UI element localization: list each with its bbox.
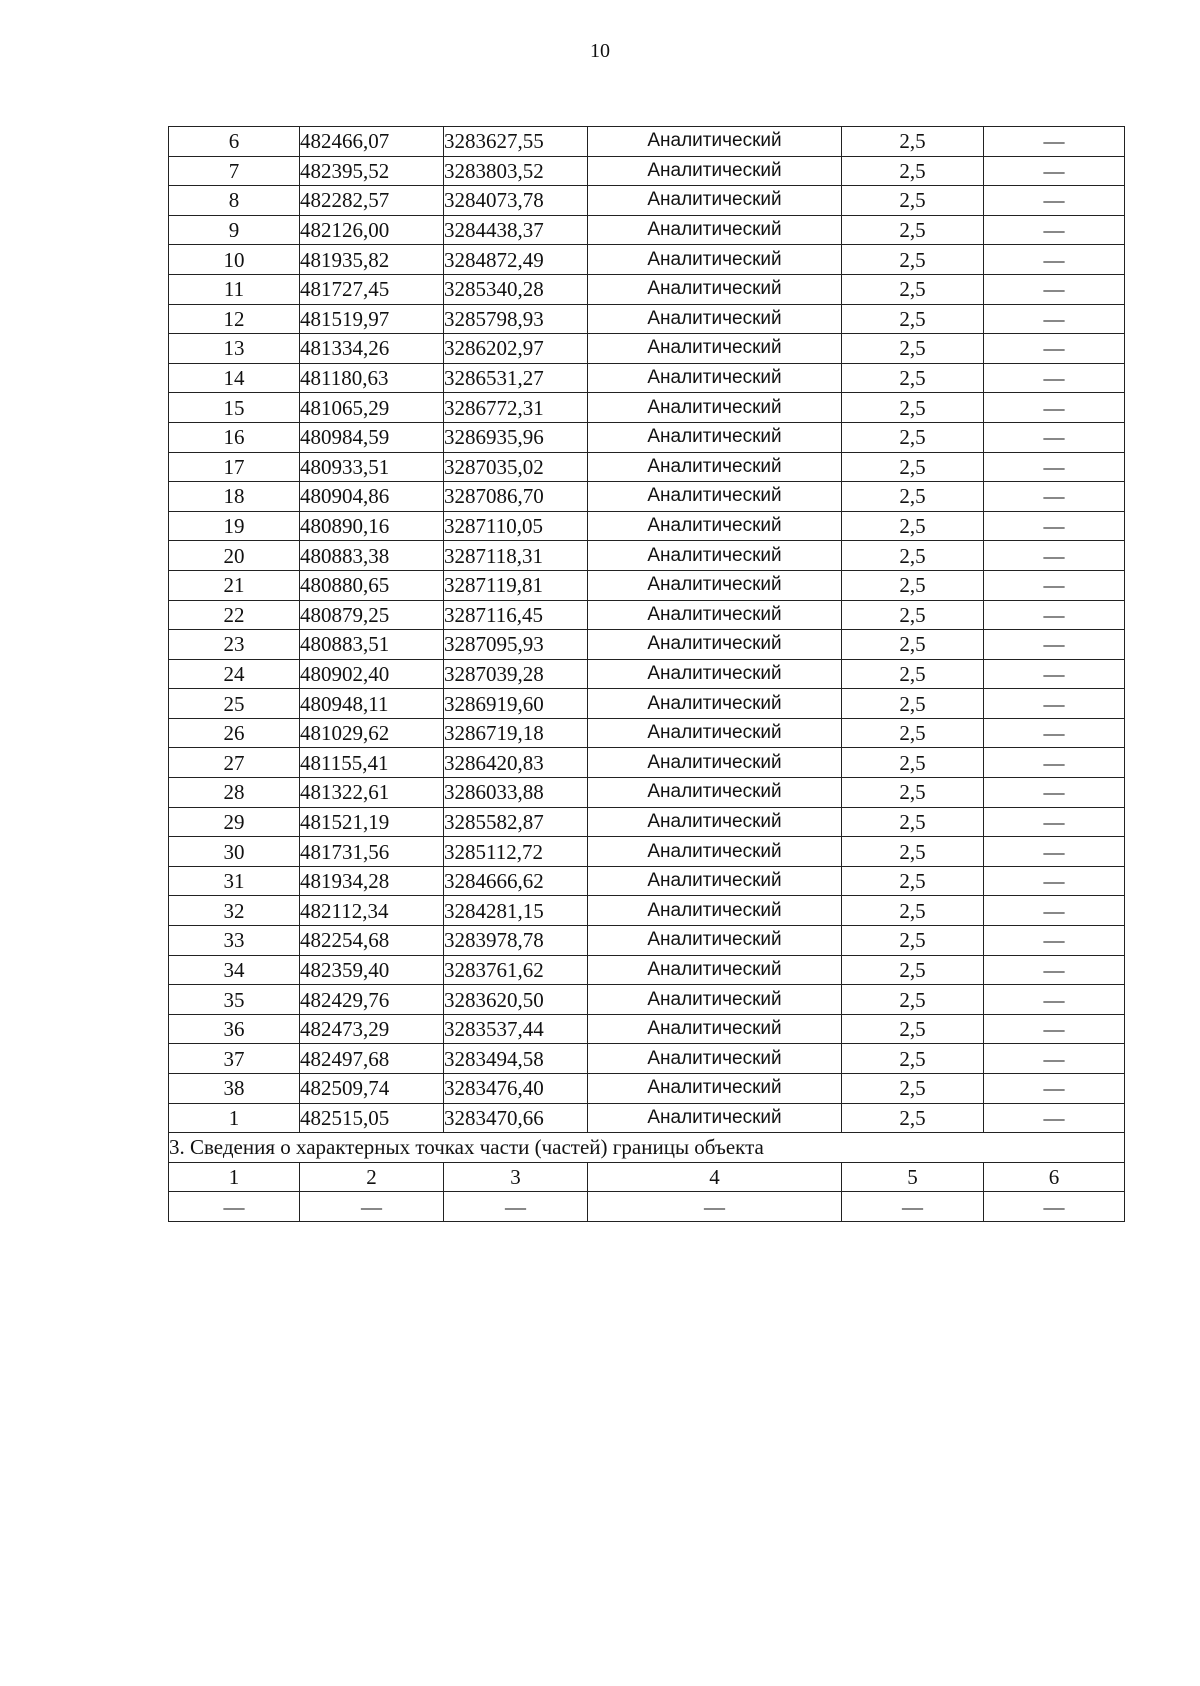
y-coordinate-cell: 3287086,70 xyxy=(444,482,588,512)
point-number-cell: 7 xyxy=(169,156,300,186)
description-cell: — xyxy=(984,127,1125,157)
table-row xyxy=(169,334,1125,364)
accuracy-cell: 2,5 xyxy=(842,689,984,719)
description-cell: — xyxy=(984,422,1125,452)
table-row xyxy=(169,186,1125,216)
description-cell: — xyxy=(984,1074,1125,1104)
y-coordinate-cell: 3283761,62 xyxy=(444,955,588,985)
page-number: 10 xyxy=(590,40,610,62)
accuracy-cell: 2,5 xyxy=(842,452,984,482)
description-cell: — xyxy=(984,807,1125,837)
y-coordinate-cell: 3283494,58 xyxy=(444,1044,588,1074)
accuracy-cell: 2,5 xyxy=(842,186,984,216)
accuracy-cell: 2,5 xyxy=(842,274,984,304)
x-coordinate-cell: 480902,40 xyxy=(300,659,444,689)
dash-cell: — xyxy=(984,1192,1125,1222)
point-number-cell: 24 xyxy=(169,659,300,689)
x-coordinate-cell: 482359,40 xyxy=(300,955,444,985)
table-row xyxy=(169,630,1125,660)
table-row xyxy=(169,1103,1125,1133)
y-coordinate-cell: 3283803,52 xyxy=(444,156,588,186)
method-cell: Аналитический xyxy=(588,393,842,423)
point-number-cell: 32 xyxy=(169,896,300,926)
y-coordinate-cell: 3283627,55 xyxy=(444,127,588,157)
x-coordinate-cell: 481029,62 xyxy=(300,718,444,748)
method-cell: Аналитический xyxy=(588,926,842,956)
point-number-cell: 21 xyxy=(169,570,300,600)
method-cell: Аналитический xyxy=(588,896,842,926)
point-number-cell: 9 xyxy=(169,215,300,245)
table-row xyxy=(169,866,1125,896)
table-row xyxy=(169,748,1125,778)
point-number-cell: 36 xyxy=(169,1014,300,1044)
point-number-cell: 25 xyxy=(169,689,300,719)
method-cell: Аналитический xyxy=(588,630,842,660)
y-coordinate-cell: 3283470,66 xyxy=(444,1103,588,1133)
column-number-row xyxy=(169,1162,1125,1192)
point-number-cell: 34 xyxy=(169,955,300,985)
table-row xyxy=(169,215,1125,245)
column-number-cell: 6 xyxy=(984,1162,1125,1192)
x-coordinate-cell: 481727,45 xyxy=(300,274,444,304)
method-cell: Аналитический xyxy=(588,541,842,571)
point-number-cell: 22 xyxy=(169,600,300,630)
x-coordinate-cell: 482515,05 xyxy=(300,1103,444,1133)
x-coordinate-cell: 480948,11 xyxy=(300,689,444,719)
description-cell: — xyxy=(984,156,1125,186)
table-row xyxy=(169,304,1125,334)
description-cell: — xyxy=(984,748,1125,778)
x-coordinate-cell: 481334,26 xyxy=(300,334,444,364)
description-cell: — xyxy=(984,304,1125,334)
table-row xyxy=(169,393,1125,423)
dash-cell: — xyxy=(444,1192,588,1222)
x-coordinate-cell: 480880,65 xyxy=(300,570,444,600)
method-cell: Аналитический xyxy=(588,570,842,600)
table-row xyxy=(169,718,1125,748)
description-cell: — xyxy=(984,570,1125,600)
point-number-cell: 30 xyxy=(169,837,300,867)
column-number-cell: 2 xyxy=(300,1162,444,1192)
method-cell: Аналитический xyxy=(588,1103,842,1133)
accuracy-cell: 2,5 xyxy=(842,482,984,512)
point-number-cell: 6 xyxy=(169,127,300,157)
point-number-cell: 38 xyxy=(169,1074,300,1104)
column-number-cell: 4 xyxy=(588,1162,842,1192)
coordinates-table-body xyxy=(169,127,1125,1222)
method-cell: Аналитический xyxy=(588,748,842,778)
table-row xyxy=(169,659,1125,689)
table-row xyxy=(169,245,1125,275)
x-coordinate-cell: 481519,97 xyxy=(300,304,444,334)
method-cell: Аналитический xyxy=(588,600,842,630)
y-coordinate-cell: 3287110,05 xyxy=(444,511,588,541)
method-cell: Аналитический xyxy=(588,866,842,896)
table-row xyxy=(169,1014,1125,1044)
point-number-cell: 1 xyxy=(169,1103,300,1133)
accuracy-cell: 2,5 xyxy=(842,334,984,364)
y-coordinate-cell: 3286420,83 xyxy=(444,748,588,778)
description-cell: — xyxy=(984,334,1125,364)
method-cell: Аналитический xyxy=(588,985,842,1015)
table-row xyxy=(169,600,1125,630)
point-number-cell: 31 xyxy=(169,866,300,896)
x-coordinate-cell: 480883,38 xyxy=(300,541,444,571)
method-cell: Аналитический xyxy=(588,837,842,867)
x-coordinate-cell: 482282,57 xyxy=(300,186,444,216)
dash-cell: — xyxy=(300,1192,444,1222)
y-coordinate-cell: 3285340,28 xyxy=(444,274,588,304)
dash-cell: — xyxy=(842,1192,984,1222)
accuracy-cell: 2,5 xyxy=(842,748,984,778)
method-cell: Аналитический xyxy=(588,127,842,157)
point-number-cell: 29 xyxy=(169,807,300,837)
description-cell: — xyxy=(984,245,1125,275)
x-coordinate-cell: 481934,28 xyxy=(300,866,444,896)
description-cell: — xyxy=(984,186,1125,216)
y-coordinate-cell: 3287095,93 xyxy=(444,630,588,660)
accuracy-cell: 2,5 xyxy=(842,245,984,275)
table-row xyxy=(169,274,1125,304)
y-coordinate-cell: 3286772,31 xyxy=(444,393,588,423)
description-cell: — xyxy=(984,363,1125,393)
method-cell: Аналитический xyxy=(588,186,842,216)
x-coordinate-cell: 481155,41 xyxy=(300,748,444,778)
method-cell: Аналитический xyxy=(588,422,842,452)
y-coordinate-cell: 3285582,87 xyxy=(444,807,588,837)
accuracy-cell: 2,5 xyxy=(842,630,984,660)
table-row xyxy=(169,156,1125,186)
empty-data-row xyxy=(169,1192,1125,1222)
point-number-cell: 19 xyxy=(169,511,300,541)
method-cell: Аналитический xyxy=(588,807,842,837)
y-coordinate-cell: 3284872,49 xyxy=(444,245,588,275)
y-coordinate-cell: 3283537,44 xyxy=(444,1014,588,1044)
method-cell: Аналитический xyxy=(588,245,842,275)
table-row xyxy=(169,541,1125,571)
method-cell: Аналитический xyxy=(588,156,842,186)
table-row xyxy=(169,926,1125,956)
description-cell: — xyxy=(984,837,1125,867)
table-row xyxy=(169,896,1125,926)
point-number-cell: 12 xyxy=(169,304,300,334)
description-cell: — xyxy=(984,659,1125,689)
table-row xyxy=(169,1044,1125,1074)
method-cell: Аналитический xyxy=(588,689,842,719)
x-coordinate-cell: 481322,61 xyxy=(300,778,444,808)
x-coordinate-cell: 480984,59 xyxy=(300,422,444,452)
accuracy-cell: 2,5 xyxy=(842,600,984,630)
point-number-cell: 11 xyxy=(169,274,300,304)
y-coordinate-cell: 3284281,15 xyxy=(444,896,588,926)
y-coordinate-cell: 3287118,31 xyxy=(444,541,588,571)
method-cell: Аналитический xyxy=(588,274,842,304)
table-row xyxy=(169,985,1125,1015)
y-coordinate-cell: 3284073,78 xyxy=(444,186,588,216)
y-coordinate-cell: 3286719,18 xyxy=(444,718,588,748)
description-cell: — xyxy=(984,955,1125,985)
description-cell: — xyxy=(984,393,1125,423)
dash-cell: — xyxy=(588,1192,842,1222)
description-cell: — xyxy=(984,866,1125,896)
y-coordinate-cell: 3286033,88 xyxy=(444,778,588,808)
point-number-cell: 23 xyxy=(169,630,300,660)
y-coordinate-cell: 3286531,27 xyxy=(444,363,588,393)
y-coordinate-cell: 3283978,78 xyxy=(444,926,588,956)
description-cell: — xyxy=(984,482,1125,512)
point-number-cell: 37 xyxy=(169,1044,300,1074)
table-row xyxy=(169,837,1125,867)
x-coordinate-cell: 480933,51 xyxy=(300,452,444,482)
accuracy-cell: 2,5 xyxy=(842,1103,984,1133)
x-coordinate-cell: 480879,25 xyxy=(300,600,444,630)
point-number-cell: 8 xyxy=(169,186,300,216)
accuracy-cell: 2,5 xyxy=(842,511,984,541)
accuracy-cell: 2,5 xyxy=(842,955,984,985)
x-coordinate-cell: 482473,29 xyxy=(300,1014,444,1044)
point-number-cell: 26 xyxy=(169,718,300,748)
method-cell: Аналитический xyxy=(588,215,842,245)
point-number-cell: 16 xyxy=(169,422,300,452)
table-row xyxy=(169,511,1125,541)
accuracy-cell: 2,5 xyxy=(842,1044,984,1074)
method-cell: Аналитический xyxy=(588,955,842,985)
accuracy-cell: 2,5 xyxy=(842,659,984,689)
accuracy-cell: 2,5 xyxy=(842,156,984,186)
point-number-cell: 20 xyxy=(169,541,300,571)
accuracy-cell: 2,5 xyxy=(842,1014,984,1044)
column-number-cell: 3 xyxy=(444,1162,588,1192)
x-coordinate-cell: 482509,74 xyxy=(300,1074,444,1104)
accuracy-cell: 2,5 xyxy=(842,541,984,571)
y-coordinate-cell: 3287039,28 xyxy=(444,659,588,689)
y-coordinate-cell: 3284666,62 xyxy=(444,866,588,896)
table-row xyxy=(169,570,1125,600)
description-cell: — xyxy=(984,985,1125,1015)
coordinates-table xyxy=(168,126,1125,1222)
accuracy-cell: 2,5 xyxy=(842,127,984,157)
method-cell: Аналитический xyxy=(588,1074,842,1104)
point-number-cell: 27 xyxy=(169,748,300,778)
table-row xyxy=(169,955,1125,985)
y-coordinate-cell: 3285798,93 xyxy=(444,304,588,334)
table-row xyxy=(169,807,1125,837)
x-coordinate-cell: 482126,00 xyxy=(300,215,444,245)
method-cell: Аналитический xyxy=(588,659,842,689)
column-number-cell: 1 xyxy=(169,1162,300,1192)
table-row xyxy=(169,689,1125,719)
x-coordinate-cell: 481180,63 xyxy=(300,363,444,393)
point-number-cell: 13 xyxy=(169,334,300,364)
y-coordinate-cell: 3283476,40 xyxy=(444,1074,588,1104)
x-coordinate-cell: 482395,52 xyxy=(300,156,444,186)
y-coordinate-cell: 3284438,37 xyxy=(444,215,588,245)
description-cell: — xyxy=(984,896,1125,926)
description-cell: — xyxy=(984,630,1125,660)
description-cell: — xyxy=(984,452,1125,482)
x-coordinate-cell: 481065,29 xyxy=(300,393,444,423)
x-coordinate-cell: 482112,34 xyxy=(300,896,444,926)
accuracy-cell: 2,5 xyxy=(842,363,984,393)
accuracy-cell: 2,5 xyxy=(842,778,984,808)
description-cell: — xyxy=(984,1014,1125,1044)
accuracy-cell: 2,5 xyxy=(842,570,984,600)
description-cell: — xyxy=(984,511,1125,541)
x-coordinate-cell: 481731,56 xyxy=(300,837,444,867)
y-coordinate-cell: 3287119,81 xyxy=(444,570,588,600)
column-number-cell: 5 xyxy=(842,1162,984,1192)
description-cell: — xyxy=(984,778,1125,808)
method-cell: Аналитический xyxy=(588,304,842,334)
y-coordinate-cell: 3286935,96 xyxy=(444,422,588,452)
table-row xyxy=(169,778,1125,808)
accuracy-cell: 2,5 xyxy=(842,393,984,423)
x-coordinate-cell: 482254,68 xyxy=(300,926,444,956)
y-coordinate-cell: 3287035,02 xyxy=(444,452,588,482)
accuracy-cell: 2,5 xyxy=(842,807,984,837)
accuracy-cell: 2,5 xyxy=(842,837,984,867)
y-coordinate-cell: 3285112,72 xyxy=(444,837,588,867)
description-cell: — xyxy=(984,718,1125,748)
accuracy-cell: 2,5 xyxy=(842,718,984,748)
accuracy-cell: 2,5 xyxy=(842,215,984,245)
x-coordinate-cell: 481521,19 xyxy=(300,807,444,837)
method-cell: Аналитический xyxy=(588,482,842,512)
point-number-cell: 14 xyxy=(169,363,300,393)
x-coordinate-cell: 480883,51 xyxy=(300,630,444,660)
description-cell: — xyxy=(984,541,1125,571)
y-coordinate-cell: 3286202,97 xyxy=(444,334,588,364)
table-row xyxy=(169,422,1125,452)
x-coordinate-cell: 482466,07 xyxy=(300,127,444,157)
y-coordinate-cell: 3286919,60 xyxy=(444,689,588,719)
table-row xyxy=(169,452,1125,482)
point-number-cell: 17 xyxy=(169,452,300,482)
x-coordinate-cell: 482429,76 xyxy=(300,985,444,1015)
point-number-cell: 18 xyxy=(169,482,300,512)
method-cell: Аналитический xyxy=(588,452,842,482)
description-cell: — xyxy=(984,274,1125,304)
table-row xyxy=(169,1074,1125,1104)
method-cell: Аналитический xyxy=(588,334,842,364)
table-row xyxy=(169,127,1125,157)
x-coordinate-cell: 480904,86 xyxy=(300,482,444,512)
method-cell: Аналитический xyxy=(588,363,842,393)
description-cell: — xyxy=(984,1044,1125,1074)
accuracy-cell: 2,5 xyxy=(842,985,984,1015)
point-number-cell: 15 xyxy=(169,393,300,423)
y-coordinate-cell: 3283620,50 xyxy=(444,985,588,1015)
description-cell: — xyxy=(984,1103,1125,1133)
x-coordinate-cell: 482497,68 xyxy=(300,1044,444,1074)
table-row xyxy=(169,363,1125,393)
y-coordinate-cell: 3287116,45 xyxy=(444,600,588,630)
accuracy-cell: 2,5 xyxy=(842,896,984,926)
description-cell: — xyxy=(984,926,1125,956)
x-coordinate-cell: 481935,82 xyxy=(300,245,444,275)
description-cell: — xyxy=(984,215,1125,245)
section-title-row xyxy=(169,1133,1125,1163)
point-number-cell: 10 xyxy=(169,245,300,275)
method-cell: Аналитический xyxy=(588,1044,842,1074)
accuracy-cell: 2,5 xyxy=(842,422,984,452)
description-cell: — xyxy=(984,689,1125,719)
method-cell: Аналитический xyxy=(588,1014,842,1044)
accuracy-cell: 2,5 xyxy=(842,1074,984,1104)
description-cell: — xyxy=(984,600,1125,630)
point-number-cell: 33 xyxy=(169,926,300,956)
method-cell: Аналитический xyxy=(588,511,842,541)
point-number-cell: 35 xyxy=(169,985,300,1015)
accuracy-cell: 2,5 xyxy=(842,304,984,334)
x-coordinate-cell: 480890,16 xyxy=(300,511,444,541)
dash-cell: — xyxy=(169,1192,300,1222)
method-cell: Аналитический xyxy=(588,778,842,808)
accuracy-cell: 2,5 xyxy=(842,926,984,956)
point-number-cell: 28 xyxy=(169,778,300,808)
accuracy-cell: 2,5 xyxy=(842,866,984,896)
table-row xyxy=(169,482,1125,512)
section-title: 3. Сведения о характерных точках части (частей) границы объекта xyxy=(169,1133,1125,1163)
method-cell: Аналитический xyxy=(588,718,842,748)
